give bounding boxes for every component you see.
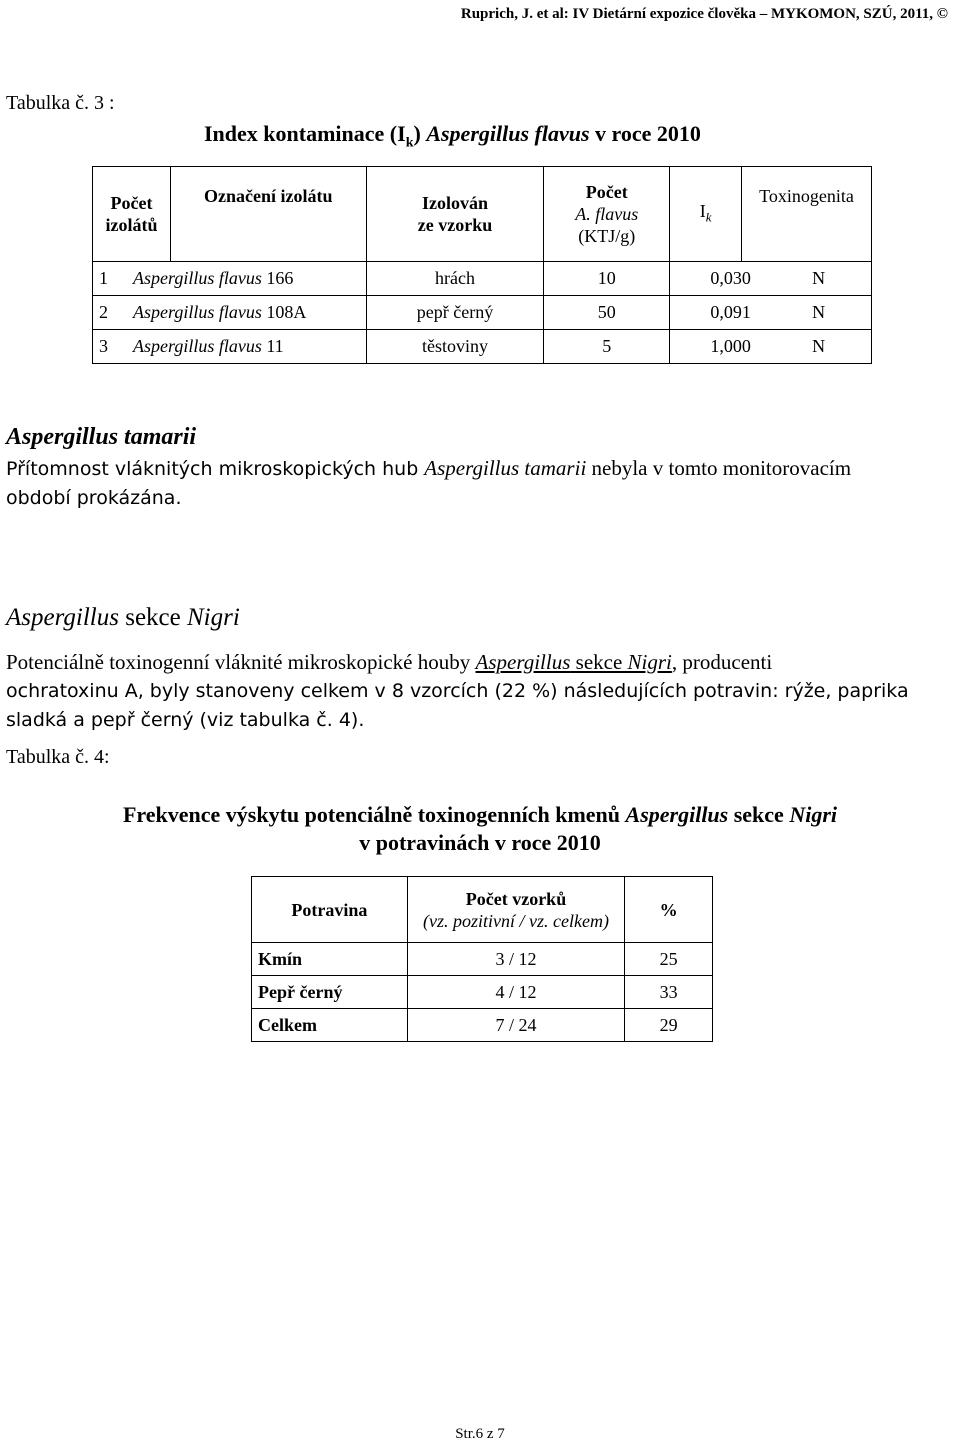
- running-header: [0, 6, 960, 23]
- table-row: Pepř černý 4 / 12 33: [252, 976, 713, 1009]
- table-row: Celkem 7 / 24 29: [252, 1009, 713, 1042]
- header-food: Potravina: [252, 877, 408, 943]
- table-row: 2 Aspergillus flavus 108A pepř černý 50 0,091 N: [93, 296, 872, 330]
- header-count: Počet izolátů: [93, 167, 171, 262]
- table4-label: Tabulka č. 4:: [6, 746, 110, 768]
- contamination-index-table: [92, 166, 872, 364]
- table-header-row: [93, 167, 872, 262]
- table3-label: Tabulka č. 3 :: [6, 92, 115, 114]
- tamarii-heading: Aspergillus tamarii: [6, 424, 197, 450]
- header-ik: $I_k$: [670, 167, 742, 262]
- header-designation: Označení izolátu: [170, 167, 366, 262]
- table3-title: Index kontaminace $(I_k)$ Aspergillus flavus v roce 2010: [204, 121, 701, 151]
- header-percent: %: [625, 877, 713, 943]
- nigri-frequency-table: [251, 876, 713, 1042]
- page-number: Str.6 z 7: [455, 1426, 505, 1442]
- header-isolated: Izolován ze vzorku: [366, 167, 544, 262]
- nigri-paragraph: Potenciálně toxinogenní vláknité mikroskopické houby Aspergillus sekce Nigri, producenti ochratoxinu A, byly stanoveny celkem v 8 vzorcích (22 %) následujících potravin: rýže, paprika sladká a pepř černý (viz tabulka č. 4).: [6, 650, 909, 731]
- nigri-heading: Aspergillus sekce Nigri: [6, 604, 240, 631]
- tamarii-paragraph: Přítomnost vláknitých mikroskopických hub Aspergillus tamarii nebyla v tomto monitorovacím období prokázána.: [6, 456, 852, 509]
- header-sample-count: Počet vzorků (vz. pozitivní / vz. celkem): [407, 877, 624, 943]
- table-row: Kmín 3 / 12 25: [252, 943, 713, 976]
- table-row: 1 Aspergillus flavus 166 hrách 10 0,030 N: [93, 262, 872, 296]
- table-row: 3 Aspergillus flavus 11 těstoviny 5 1,000 N: [93, 330, 872, 364]
- header-toxigenicity: Toxinogenita: [742, 167, 872, 262]
- table-header-row: [252, 877, 713, 943]
- running-header-text: Ruprich, J. et al: IV Dietární expozice člověka – MYKOMON, SZÚ, 2011, ©: [460, 6, 948, 22]
- table4-title: Frekvence výskytu potenciálně toxinogenních kmenů Aspergillus sekce Nigri v potravinách v roce 2010: [122, 802, 838, 855]
- header-cfu: Počet A. flavus (KTJ/g): [544, 167, 670, 262]
